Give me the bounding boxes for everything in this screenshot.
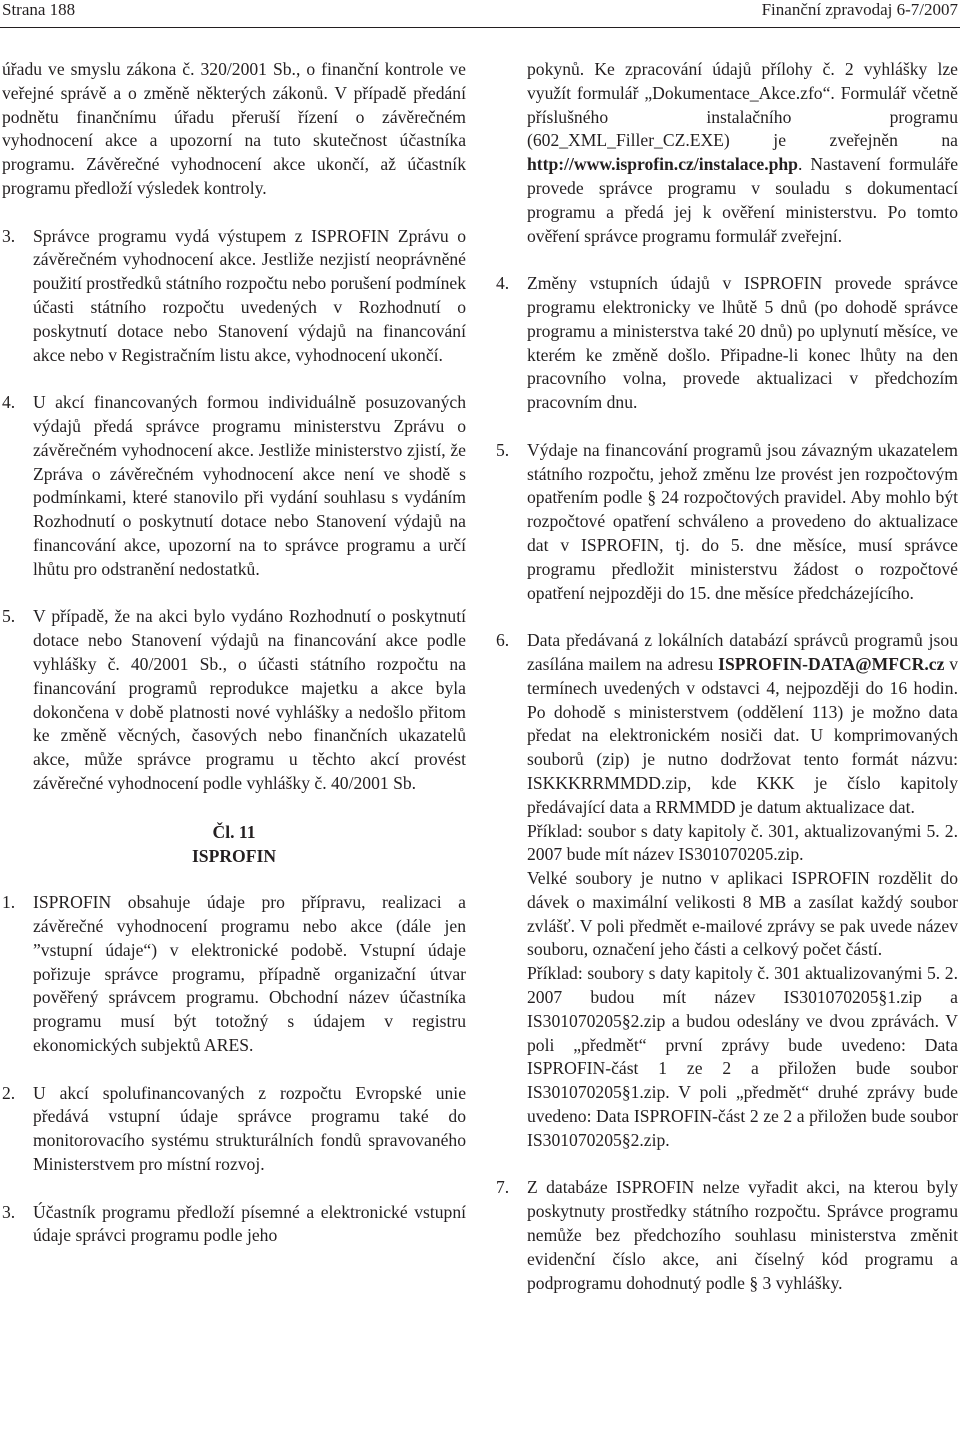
article-number: Čl. 11 xyxy=(212,821,256,842)
page-header xyxy=(0,0,960,27)
item-number: 6. xyxy=(496,630,510,651)
item-text: Změny vstupních údajů v ISPROFIN provede správce programu elektronicky ve lhůtě 5 dnů (po dohodě správce programu a ministerstva také 20 dnů) po uplynutí měsíce, ve kterém ke změně došlo. Připadne-li konec lhůty na den pracovního volna, provede aktualizaci v předchozím pracovním dnu. xyxy=(527,273,958,413)
list-item xyxy=(2,891,466,1058)
item-text: Správce programu vydá výstupem z ISPROFIN Zprávu o závěrečném vyhodnocení akce. Jestliže nezjistí neoprávněné použití prostředků státního rozpočtu nebo porušení podmínek účasti státního rozpočtu uvedených v Rozhodnutí o poskytnutí dotace nebo Stanovení výdajů na financování akce nebo v Registračním listu akce, vyhodnocení ukončí. xyxy=(33,225,466,365)
list-item xyxy=(496,629,958,1153)
instalace-link[interactable]: http://www.isprofin.cz/instalace.php xyxy=(527,154,798,175)
item-number: 5. xyxy=(496,439,510,460)
list-item xyxy=(496,439,958,606)
header-rule xyxy=(0,27,960,28)
list-item-continuation xyxy=(496,58,958,248)
item-text: ISPROFIN obsahuje údaje pro přípravu, realizaci a závěrečné vyhodnocení programu nebo akce (dále jen ”vstupní údaje“) v elektronické podobě. Vstupní údaje pořizuje správce programu, případně organizační útvar pověřený správcem programu. Obchodní název účastníka programu musí být totožný s údajem v registru ekonomických subjektů ARES. xyxy=(33,892,466,1056)
article-heading xyxy=(2,820,466,868)
item-text-part: v termínech uvedených v odstavci 4, nejpozději do 16 hodin. Po dohodě s ministerstvem (oddělení 113) je možno data předat na elektronickém nosiči dat. U komprimovaných souborů (zip) je nutno dodržovat tento formát názvu: ISKKKRRMMDD.zip, kde KKK je číslo kapitoly předávající data a RRMMDD je datum aktualizace dat. xyxy=(527,653,958,817)
item-text-part: Data předávaná z lokálních databází správců programů jsou zasílána mailem na adresu xyxy=(527,630,958,674)
list-item xyxy=(496,272,958,415)
item-text: U akcí financovaných formou individuálně posuzovaných výdajů předá správce programu ministerstvu Zprávu o závěrečném vyhodnocení akce. Jestliže ministerstvo zjistí, že Zpráva o závěrečném vyhodnocení akce není ve shodě s podmínkami, které stanovilo při vydání souhlasu s vydáním Rozhodnutí o poskytnutí dotace nebo Stanovení výdajů na financování akce, upozorní na to správce programu a určí lhůtu pro odstranění nedostatků. xyxy=(33,392,466,579)
page-number: Strana 188 xyxy=(2,0,76,19)
example-text: Příklad: soubor s daty kapitoly č. 301, aktualizovanými 5. 2. 2007 bude mít název IS301070205.zip. xyxy=(527,820,958,865)
list-item xyxy=(2,225,466,368)
item-number: 4. xyxy=(496,273,510,294)
item-text: Výdaje na financování programů jsou závazným ukazatelem státního rozpočtu, jehož změnu lze provést jen rozpočtovým opatřením podle § 24 rozpočtových pravidel. Aby mohlo být rozpočtové opatření schváleno a provedeno do aktualizace dat v ISPROFIN, tj. do 5. dne měsíce, musí správce programu předložit ministerstvu žádost o rozpočtové opatření nejpozději do 15. dne měsíce předcházejícího. xyxy=(527,439,958,603)
item-number: 5. xyxy=(2,606,16,627)
article-title: ISPROFIN xyxy=(191,845,277,866)
item-number: 7. xyxy=(496,1177,510,1198)
item-text xyxy=(527,58,958,248)
large-files-text: Velké soubory je nutno v aplikaci ISPROFIN rozdělit do dávek o maximální velikosti 8 MB a zasílat každý soubor zvlášť. V poli předmět e-mailové zprávy se pak uvede název souboru, označení jeho části a celkový počet částí. xyxy=(527,868,958,960)
continuation-text: . Nastavení formuláře provede správce programu v souladu s dokumentací programu a předá jej k ověření ministerstvu. Po tomto ověření správce programu formulář zveřejní. xyxy=(527,154,958,246)
item-text: U akcí spolufinancovaných z rozpočtu Evropské unie předává vstupní údaje správce programu také do monitorovacího systému strukturálních fondů spravovaného Ministerstvem pro místní rozvoj. xyxy=(33,1082,466,1175)
item-text: Účastník programu předloží písemné a elektronické vstupní údaje správci programu podle jeho xyxy=(33,1201,466,1246)
list-item xyxy=(2,605,466,795)
item-number: 1. xyxy=(2,892,16,913)
item-number: 2. xyxy=(2,1082,16,1103)
continuation-text: pokynů. Ke zpracování údajů přílohy č. 2 vyhlášky lze využít formulář „Dokumentace_Akce.zfo“. Formulář včetně příslušného instalačního programu (602_XML_Filler_CZ.EXE) je zveřejněn na xyxy=(527,59,958,151)
journal-title: Finanční zpravodaj 6-7/2007 xyxy=(761,0,958,19)
item-number: 3. xyxy=(2,1201,16,1222)
list-item xyxy=(496,1176,958,1295)
list-item xyxy=(2,391,466,581)
right-column xyxy=(496,58,958,1319)
item-text xyxy=(527,629,958,819)
item-number: 4. xyxy=(2,392,16,413)
item-text: Z databáze ISPROFIN nelze vyřadit akci, na kterou byly poskytnuty prostředky státního rozpočtu. Správce programu nemůže bez předchozího souhlasu ministerstva změnit evidenční číslo akce, ani číselný kód programu a podprogramu dohodnutý podle § 3 vyhlášky. xyxy=(527,1177,958,1293)
intro-continuation: úřadu ve smyslu zákona č. 320/2001 Sb., o finanční kontrole ve veřejné správě a o změně některých zákonů. V případě předání podnětu finančnímu úřadu přeruší řízení o závěrečném vyhodnocení akce a upozorní na tuto skutečnost účastníka programu. Závěrečné vyhodnocení akce ukončí, až účastník programu předloží výsledek kontroly. xyxy=(2,59,466,198)
example-text: Příklad: soubory s daty kapitoly č. 301 aktualizovanými 5. 2. 2007 budou mít název IS301070205§1.zip a IS301070205§2.zip a budou odeslány ve dvou zprávách. V poli „předmět“ první zprávy bude uvedeno: Data ISPROFIN-část 1 ze 2 a přiložen bude soubor IS301070205§1.zip. V poli „předmět“ druhé zprávy bude uvedeno: Data ISPROFIN-část 2 ze 2 a přiložen bude soubor IS301070205§2.zip. xyxy=(527,963,958,1150)
list-item xyxy=(2,1201,466,1249)
left-column xyxy=(2,58,466,1272)
email-link[interactable]: ISPROFIN-DATA@MFCR.cz xyxy=(718,653,945,674)
item-number: 3. xyxy=(2,225,16,246)
item-text: V případě, že na akci bylo vydáno Rozhodnutí o poskytnutí dotace nebo Stanovení výdajů na financování akce podle vyhlášky č. 40/2001 Sb., o účasti státního rozpočtu na financování programů reprodukce majetku a akce byla dokončena v době platnosti nové vyhlášky a nedošlo přitom ke změně věcných, časových nebo finančních ukazatelů akce, může správce programu u těchto akcí provést závěrečné vyhodnocení podle vyhlášky č. 40/2001 Sb. xyxy=(33,606,466,793)
list-item xyxy=(2,1082,466,1177)
